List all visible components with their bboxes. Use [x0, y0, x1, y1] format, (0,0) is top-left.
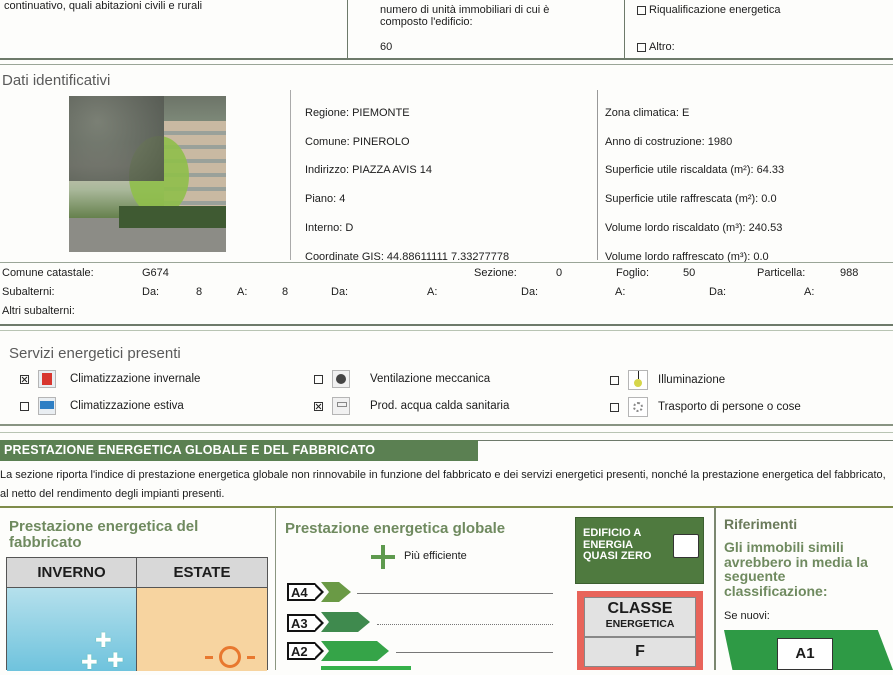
service-label: Climatizzazione estiva: [70, 400, 184, 412]
service-illuminazione[interactable]: [610, 370, 725, 390]
divider: [0, 324, 893, 326]
sub-a-label-3: A:: [615, 286, 626, 298]
checkbox[interactable]: [20, 402, 29, 411]
nzeb-label: EDIFICIO A ENERGIA QUASI ZERO: [583, 527, 652, 562]
building-use-description: continuativo, quali abitazioni civili e rurali: [4, 0, 203, 12]
inverno-header: INVERNO: [7, 558, 137, 588]
option-altro[interactable]: [637, 41, 675, 53]
sub-a-label-4: A:: [804, 286, 815, 298]
classe-box: [577, 591, 703, 670]
class-label-a3: A3: [287, 614, 315, 632]
section-title-servizi: Servizi energetici presenti: [9, 345, 181, 362]
section-header-prestazione: PRESTAZIONE ENERGETICA GLOBALE E DEL FABBRICATO: [0, 440, 478, 461]
service-ventilazione-meccanica[interactable]: [314, 370, 490, 388]
sezione-label: Sezione:: [474, 267, 517, 279]
indirizzo: Indirizzo: PIAZZA AVIS 14: [305, 164, 432, 177]
se-nuovi-label: Se nuovi:: [724, 610, 770, 622]
radiator-icon: [38, 370, 56, 388]
divider: [0, 58, 893, 60]
fan-icon: [332, 370, 350, 388]
snowflake-icon: ✚: [95, 630, 112, 652]
riferimenti-text: Gli immobili simili avrebbero in media la seguente classificazione:: [724, 539, 868, 599]
altri-subalterni-label: Altri subalterni:: [2, 305, 75, 317]
service-label: Climatizzazione invernale: [70, 373, 201, 385]
divider: [0, 64, 893, 65]
foglio-value: 50: [683, 267, 696, 279]
checkbox-checked[interactable]: [20, 375, 29, 384]
riferimenti-title: Riferimenti: [724, 516, 798, 532]
sub-da-label-2: Da:: [331, 286, 349, 298]
checkbox[interactable]: [610, 376, 619, 385]
volume-riscaldato: Volume lordo riscaldato (m³): 240.53: [605, 221, 783, 234]
class-bar-a3: [321, 612, 370, 632]
class-bar-a4: [321, 582, 351, 602]
divider: [290, 90, 291, 260]
option-label: Riqualificazione energetica: [649, 4, 781, 16]
service-label: Trasporto di persone o cose: [658, 401, 801, 413]
divider: [0, 424, 893, 426]
regione: Regione: PIEMONTE: [305, 107, 410, 119]
class-line: [357, 593, 553, 594]
sub-da-value: 8: [196, 286, 203, 298]
building-info: [605, 99, 784, 271]
sub-da-label-4: Da:: [709, 286, 727, 298]
service-climatizzazione-invernale[interactable]: [20, 370, 200, 388]
nzeb-box: [575, 517, 704, 584]
divider: [0, 262, 893, 263]
divider: [347, 0, 348, 58]
checkbox-checked[interactable]: [314, 402, 323, 411]
volume-raffrescato: Volume lordo raffrescato (m³): 0.0: [605, 250, 769, 263]
class-line: [377, 624, 553, 625]
building-photo: [69, 96, 226, 252]
divider: [597, 90, 598, 260]
sub-da-label: Da:: [142, 286, 160, 298]
section-description: La sezione riporta l'indice di prestazione energetica globale non rinnovabile in funzione del fabbricato e dei servizi energetici presenti, nonché la prestazione energetica del fabbricato, al netto del rendimento degli impianti presenti.: [0, 469, 886, 500]
class-line: [396, 652, 553, 653]
particella-value: 988: [840, 267, 859, 279]
units-label: numero di unità immobiliari di cui è composto l'edificio:: [380, 4, 550, 28]
comune-catastale-value: G674: [142, 267, 169, 279]
superficie-riscaldata: Superficie utile riscaldata (m²): 64.33: [605, 164, 785, 177]
checkbox[interactable]: [637, 6, 646, 15]
fabbricato-chart: [6, 557, 268, 674]
piano: Piano: 4: [305, 193, 346, 206]
inverno-area: [7, 588, 137, 674]
particella-label: Particella:: [757, 267, 806, 279]
sub-a-value: 8: [282, 286, 289, 298]
sub-a-label-2: A:: [427, 286, 438, 298]
foglio-label: Foglio:: [616, 267, 650, 279]
service-label: Illuminazione: [658, 374, 726, 386]
faucet-icon: [332, 397, 350, 415]
checkbox[interactable]: [610, 403, 619, 412]
checkbox[interactable]: [314, 375, 323, 384]
location-info: [305, 99, 509, 271]
interno: Interno: D: [305, 221, 354, 234]
zona-climatica: Zona climatica: E: [605, 107, 690, 119]
sun-ray: [247, 656, 255, 659]
estate-header: ESTATE: [137, 558, 267, 588]
divider: [714, 507, 716, 670]
classe-label: CLASSE: [607, 600, 673, 617]
coordinate-gis: Coordinate GIS: 44.88611111 7.33277778: [305, 250, 510, 263]
checkbox[interactable]: [637, 43, 646, 52]
anno-costruzione: Anno di costruzione: 1980: [605, 135, 733, 148]
divider: [0, 432, 893, 433]
sun-icon: [219, 646, 241, 668]
divider: [275, 507, 276, 670]
classe-header: [584, 597, 696, 637]
class-bar-a2: [321, 641, 389, 661]
comune: Comune: PINEROLO: [305, 135, 410, 148]
snowflake-icon: ✚: [81, 652, 98, 674]
panel-title-globale: Prestazione energetica globale: [285, 520, 506, 537]
class-label-a2: A2: [287, 642, 315, 660]
section-title-dati: Dati identificativi: [2, 72, 111, 89]
panel-title-fabbricato: Prestazione energetica del fabbricato: [9, 518, 199, 551]
more-efficient-label: Più efficiente: [404, 550, 467, 562]
sub-da-label-3: Da:: [521, 286, 539, 298]
option-riqualificazione[interactable]: [637, 4, 780, 16]
gear-icon: [628, 397, 648, 417]
service-trasporto[interactable]: [610, 397, 801, 417]
units-value: 60: [380, 41, 393, 53]
service-acqua-calda-sanitaria[interactable]: [314, 397, 509, 415]
classe-sublabel: ENERGETICA: [605, 618, 675, 630]
divider: [624, 0, 625, 58]
lightbulb-icon: [628, 370, 648, 390]
superficie-raffrescata: Superficie utile raffrescata (m²): 0.0: [605, 193, 777, 206]
comune-catastale-label: Comune catastale:: [2, 267, 94, 279]
sezione-value: 0: [556, 267, 563, 279]
plus-icon: [371, 545, 395, 569]
sun-ray: [205, 656, 213, 659]
class-bar-a1: [321, 666, 411, 670]
service-label: Ventilazione meccanica: [370, 373, 491, 385]
divider: [0, 506, 893, 508]
option-label: Altro:: [649, 41, 675, 53]
estate-area: [137, 588, 267, 671]
nzeb-checkbox[interactable]: [673, 534, 699, 558]
snowflake-icon: ✚: [107, 650, 124, 672]
divider: [0, 330, 893, 331]
sub-a-label: A:: [237, 286, 248, 298]
service-label: Prod. acqua calda sanitaria: [370, 400, 510, 412]
nuovi-class-value: A1: [777, 638, 833, 670]
service-climatizzazione-estiva[interactable]: [20, 397, 184, 415]
subalterni-label: Subalterni:: [2, 286, 55, 298]
classe-value: F: [584, 637, 696, 667]
air-conditioner-icon: [38, 397, 56, 415]
class-label-a4: A4: [287, 583, 315, 601]
divider: [478, 440, 893, 441]
